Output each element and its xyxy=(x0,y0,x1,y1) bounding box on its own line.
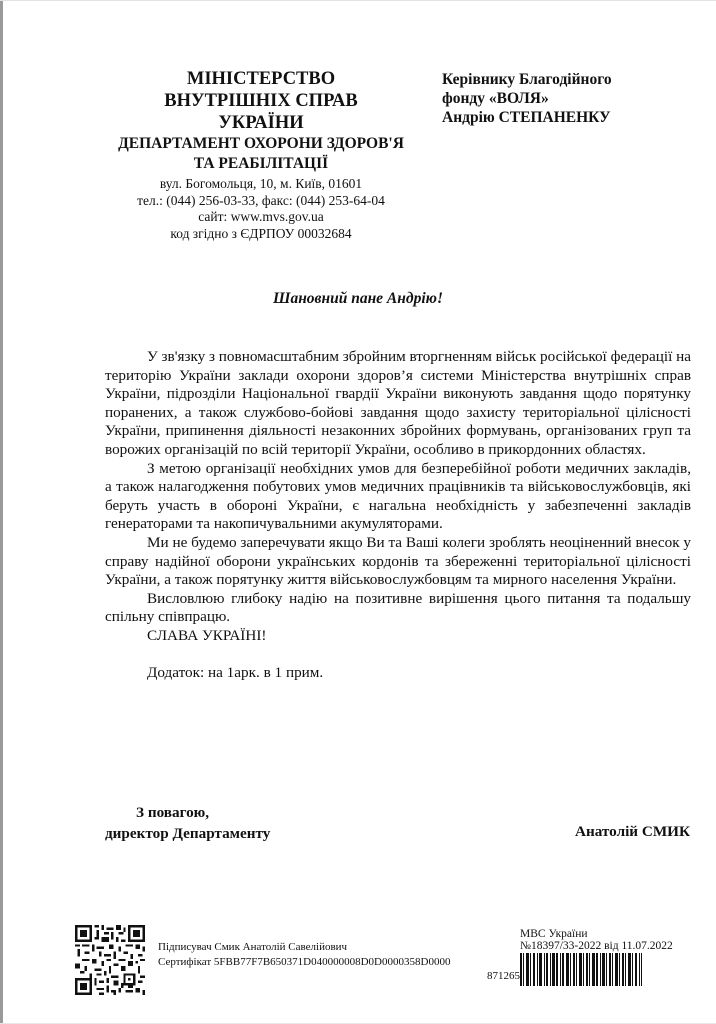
barcode-number: 871265 xyxy=(487,970,520,982)
signature-position: директор Департаменту xyxy=(105,825,271,842)
addressee-line-2: фонду «ВОЛЯ» xyxy=(442,90,549,107)
addressee-line-1: Керівнику Благодійного xyxy=(442,71,612,88)
phones: тел.: (044) 256-03-33, факс: (044) 253-64-04 xyxy=(137,192,385,208)
appendix-note: Додаток: на 1арк. в 1 прим. xyxy=(147,663,324,681)
addressee-line-3: Андрію СТЕПАНЕНКУ xyxy=(442,109,611,126)
edrpou-code: код згідно з ЄДРПОУ 00032684 xyxy=(170,225,352,241)
registry-number: №18397/33-2022 від 11.07.2022 xyxy=(520,940,673,952)
page-edge xyxy=(0,0,3,1024)
signature-name: Анатолій СМИК xyxy=(575,823,690,840)
letter-body xyxy=(105,348,691,682)
page-edge-top xyxy=(0,0,716,1)
body-paragraph: У зв'язку з повномасштабним збройним вторгненням військ російської федерації на територію України заклади охорони здоров’я системи Міністерства внутрішніх справ України, підрозділи Національної гвардії України виконують завдання щодо порятунку поранених, а також службово-бойові завдання щодо захисту територіальної цілісності України, припинення діяльності незаконних збройних формувань, організованих груп та ворожих організацій по всій території України, особливо в прикордонних областях. xyxy=(105,348,691,458)
department-name-line-2: ТА РЕАБІЛІТАЦІЇ xyxy=(193,155,329,172)
signature-greeting: З повагою, xyxy=(136,804,210,821)
contacts xyxy=(100,176,422,242)
body-paragraph: З метою організації необхідних умов для безперебійної роботи медичних закладів, а також налагодження побутових умов медичних працівників та військовослужбовців, які беруть участь в обороні України, є нагальна необхідність у забезпеченні закладів генераторами та накопичувальними акумуляторами. xyxy=(105,459,691,533)
signature-block xyxy=(105,802,270,844)
salutation: Шановний пане Андрію! xyxy=(273,290,443,307)
department-name-line-1: ДЕПАРТАМЕНТ ОХОРОНИ ЗДОРОВ'Я xyxy=(118,135,404,152)
barcode-icon xyxy=(520,953,642,986)
qr-code-icon xyxy=(75,925,145,995)
letterhead xyxy=(100,68,422,242)
website: сайт: www.mvs.gov.ua xyxy=(198,209,324,224)
certificate-id: Сертифікат 5FBB77F7B650371D040000008D0D0000358D0000 xyxy=(158,956,451,968)
digital-signature-info xyxy=(158,940,450,970)
ministry-name-line-1: МІНІСТЕРСТВО xyxy=(186,69,336,89)
ministry-name-line-3: УКРАЇНИ xyxy=(218,113,304,133)
addressee xyxy=(442,70,702,127)
ministry-name-line-2: ВНУТРІШНІХ СПРАВ xyxy=(164,91,358,111)
address: вул. Богомольця, 10, м. Київ, 01601 xyxy=(159,176,363,191)
body-paragraph: Висловлюю глибоку надію на позитивне вирішення цього питання та подальшу спільну співпрацю. xyxy=(105,589,691,626)
body-paragraph: Ми не будемо заперечувати якщо Ви та Ваші колеги зроблять неоціненний внесок у справу надійної оборони українських кордонів та збереженні територіальної цілісності України, а також порятунку життя військовослужбовцям та мирного населення України. xyxy=(105,533,691,589)
registration-info xyxy=(520,928,673,952)
signer-name: Підписувач Смик Анатолій Савелійович xyxy=(158,941,348,953)
closing-slogan: СЛАВА УКРАЇНІ! xyxy=(147,626,267,644)
registry-org: МВС України xyxy=(520,928,588,940)
